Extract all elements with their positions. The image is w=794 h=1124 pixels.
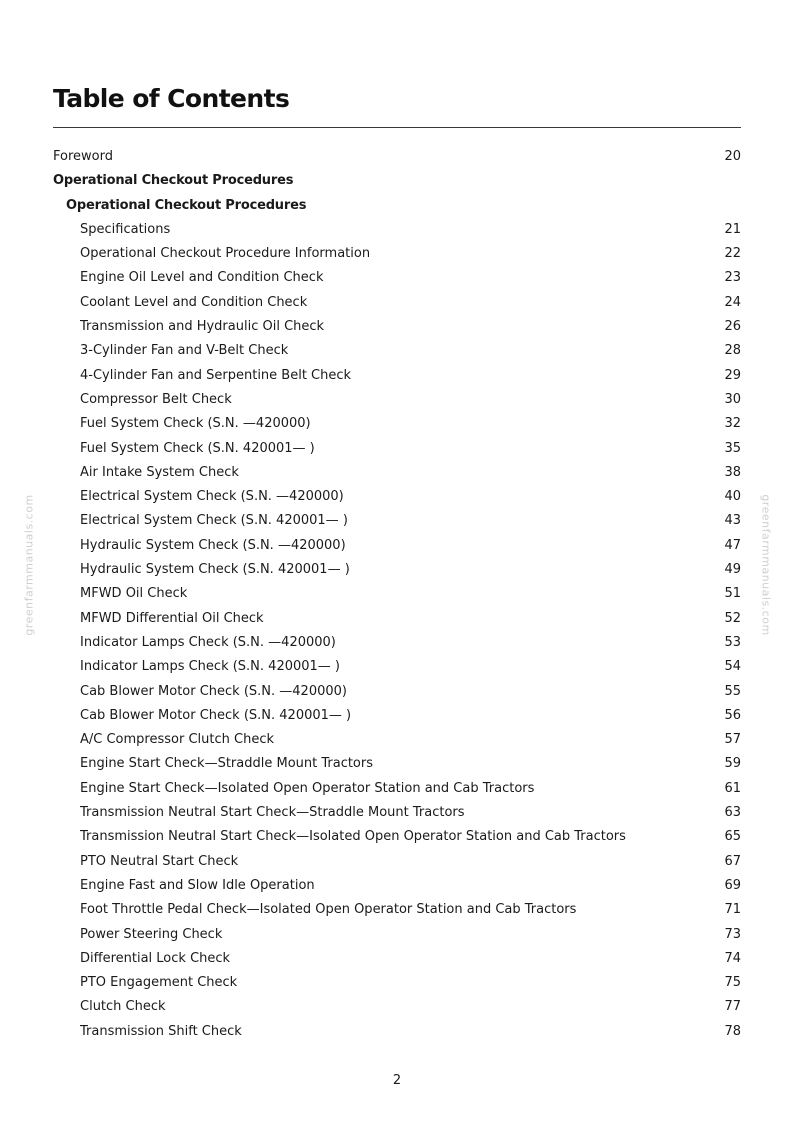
toc-entry[interactable] (53, 291, 741, 315)
toc-entry-page: 55 (724, 683, 741, 699)
toc-entry-label: Transmission Neutral Start Check—Straddle Mount Tractors (80, 805, 465, 821)
toc-entry-label: Engine Fast and Slow Idle Operation (80, 877, 315, 893)
toc-entry[interactable] (53, 388, 741, 412)
toc-entry-label: Foreword (53, 149, 113, 164)
toc-entry-label: Clutch Check (80, 999, 166, 1015)
toc-entry-page: 49 (724, 562, 741, 578)
toc-entry-page: 78 (724, 1023, 741, 1039)
toc-entry-label: Fuel System Check (S.N. 420001— ) (80, 440, 315, 456)
toc-entry[interactable] (53, 558, 741, 582)
toc-entry-page: 20 (724, 149, 741, 164)
toc-entry[interactable] (53, 607, 741, 631)
toc-entry-page: 61 (724, 780, 741, 796)
toc-entry[interactable] (53, 461, 741, 485)
toc-entry-page: 51 (724, 586, 741, 602)
watermark-left: greenfarmmanuals.com (22, 494, 36, 636)
toc-entry-page: 75 (724, 975, 741, 991)
toc-entry[interactable] (53, 1020, 741, 1044)
toc-entry[interactable] (53, 777, 741, 801)
toc-entry-label: Indicator Lamps Check (S.N. —420000) (80, 634, 336, 650)
toc-entry[interactable] (53, 971, 741, 995)
page-number: 2 (392, 1073, 402, 1088)
toc-entry-label: Transmission Shift Check (80, 1023, 242, 1039)
toc-entry[interactable] (53, 412, 741, 436)
toc-entry[interactable] (53, 655, 741, 679)
toc-entry[interactable] (53, 801, 741, 825)
toc-entry-page: 52 (724, 610, 741, 626)
toc-entry-page: 69 (724, 877, 741, 893)
toc-entry-label: Coolant Level and Condition Check (80, 294, 308, 310)
toc-entry[interactable] (53, 825, 741, 849)
toc-entry[interactable] (53, 509, 741, 533)
toc-entry[interactable] (53, 315, 741, 339)
toc-entry-page: 56 (724, 707, 741, 723)
toc-entry-page: 47 (724, 537, 741, 553)
toc-entry-label: MFWD Oil Check (80, 586, 188, 602)
toc-entry[interactable] (53, 339, 741, 363)
toc-entry-page: 29 (724, 367, 741, 383)
toc-entry-label: Indicator Lamps Check (S.N. 420001— ) (80, 659, 341, 675)
toc-entry[interactable] (53, 995, 741, 1019)
toc-entry-page: 24 (724, 294, 741, 310)
toc-entry-page: 23 (724, 270, 741, 286)
toc-entry[interactable] (53, 704, 741, 728)
toc-entry-label: Engine Start Check—Straddle Mount Tractors (80, 756, 374, 772)
toc-entry[interactable] (53, 266, 741, 290)
toc-entry[interactable] (53, 947, 741, 971)
toc-entry-page: 77 (724, 999, 741, 1015)
toc-entry-label: 3-Cylinder Fan and V-Belt Check (80, 343, 289, 359)
toc-entry[interactable] (53, 218, 741, 242)
watermark-right: greenfarmmanuals.com (759, 494, 773, 636)
toc-entry-label: Operational Checkout Procedures (66, 197, 307, 213)
toc-entry-page: 54 (724, 659, 741, 675)
toc-entry[interactable] (53, 874, 741, 898)
toc-entry[interactable] (53, 364, 741, 388)
toc-entry-label: Specifications (80, 221, 171, 237)
toc-entry[interactable] (53, 631, 741, 655)
toc-entry-page: 71 (724, 902, 741, 918)
toc-entry-page: 67 (724, 853, 741, 869)
toc-entry[interactable] (53, 485, 741, 509)
toc-entry-page: 43 (724, 513, 741, 529)
toc-list (53, 145, 741, 1044)
toc-entry-label: A/C Compressor Clutch Check (80, 732, 274, 748)
toc-entry-page: 28 (724, 343, 741, 359)
toc-entry-page: 26 (724, 319, 741, 335)
toc-entry[interactable] (53, 534, 741, 558)
toc-entry-label: 4-Cylinder Fan and Serpentine Belt Check (80, 367, 352, 383)
toc-entry-label: Power Steering Check (80, 926, 223, 942)
title-divider (53, 127, 741, 128)
toc-entry-label: Engine Start Check—Isolated Open Operator Station and Cab Tractors (80, 780, 535, 796)
toc-entry[interactable] (53, 898, 741, 922)
toc-entry-label: Operational Checkout Procedures (53, 173, 294, 189)
toc-entry-page: 40 (724, 489, 741, 505)
toc-entry-page: 21 (724, 221, 741, 237)
toc-entry-label: Air Intake System Check (80, 464, 239, 480)
toc-entry-label: Transmission and Hydraulic Oil Check (80, 319, 325, 335)
toc-entry-label: Electrical System Check (S.N. 420001— ) (80, 513, 348, 529)
toc-entry-label: PTO Engagement Check (80, 975, 238, 991)
toc-entry-page: 38 (724, 464, 741, 480)
toc-entry-page: 73 (724, 926, 741, 942)
toc-entry[interactable] (53, 194, 741, 218)
toc-entry[interactable] (53, 582, 741, 606)
toc-entry-label: Compressor Belt Check (80, 391, 232, 407)
toc-entry-page: 53 (724, 634, 741, 650)
toc-entry[interactable] (53, 923, 741, 947)
toc-entry-page: 59 (724, 756, 741, 772)
toc-entry-label: Cab Blower Motor Check (S.N. 420001— ) (80, 707, 352, 723)
toc-entry[interactable] (53, 680, 741, 704)
toc-entry[interactable] (53, 728, 741, 752)
toc-entry[interactable] (53, 145, 741, 169)
toc-entry-page: 57 (724, 732, 741, 748)
toc-entry[interactable] (53, 437, 741, 461)
toc-entry-page: 35 (724, 440, 741, 456)
toc-entry[interactable] (53, 752, 741, 776)
toc-entry-page: 32 (724, 416, 741, 432)
toc-entry-label: Transmission Neutral Start Check—Isolated Open Operator Station and Cab Tractors (80, 829, 626, 845)
toc-entry-label: MFWD Differential Oil Check (80, 610, 264, 626)
toc-entry-page: 65 (724, 829, 741, 845)
toc-entry-label: Hydraulic System Check (S.N. —420000) (80, 537, 346, 553)
toc-entry-label: Operational Checkout Procedure Information (80, 246, 371, 262)
toc-entry-label: Differential Lock Check (80, 950, 231, 966)
toc-entry-page: 22 (724, 246, 741, 262)
toc-entry-page: 30 (724, 391, 741, 407)
toc-entry-label: Electrical System Check (S.N. —420000) (80, 489, 344, 505)
toc-entry-label: Fuel System Check (S.N. —420000) (80, 416, 311, 432)
toc-entry[interactable] (53, 242, 741, 266)
toc-entry[interactable] (53, 850, 741, 874)
toc-entry-label: Hydraulic System Check (S.N. 420001— ) (80, 562, 350, 578)
toc-entry-label: Foot Throttle Pedal Check—Isolated Open Operator Station and Cab Tractors (80, 902, 577, 918)
toc-entry[interactable] (53, 169, 741, 193)
toc-entry-label: PTO Neutral Start Check (80, 853, 239, 869)
page-title: Table of Contents (53, 84, 290, 113)
toc-entry-page: 63 (724, 805, 741, 821)
toc-entry-page: 74 (724, 950, 741, 966)
toc-entry-label: Engine Oil Level and Condition Check (80, 270, 324, 286)
toc-entry-label: Cab Blower Motor Check (S.N. —420000) (80, 683, 347, 699)
